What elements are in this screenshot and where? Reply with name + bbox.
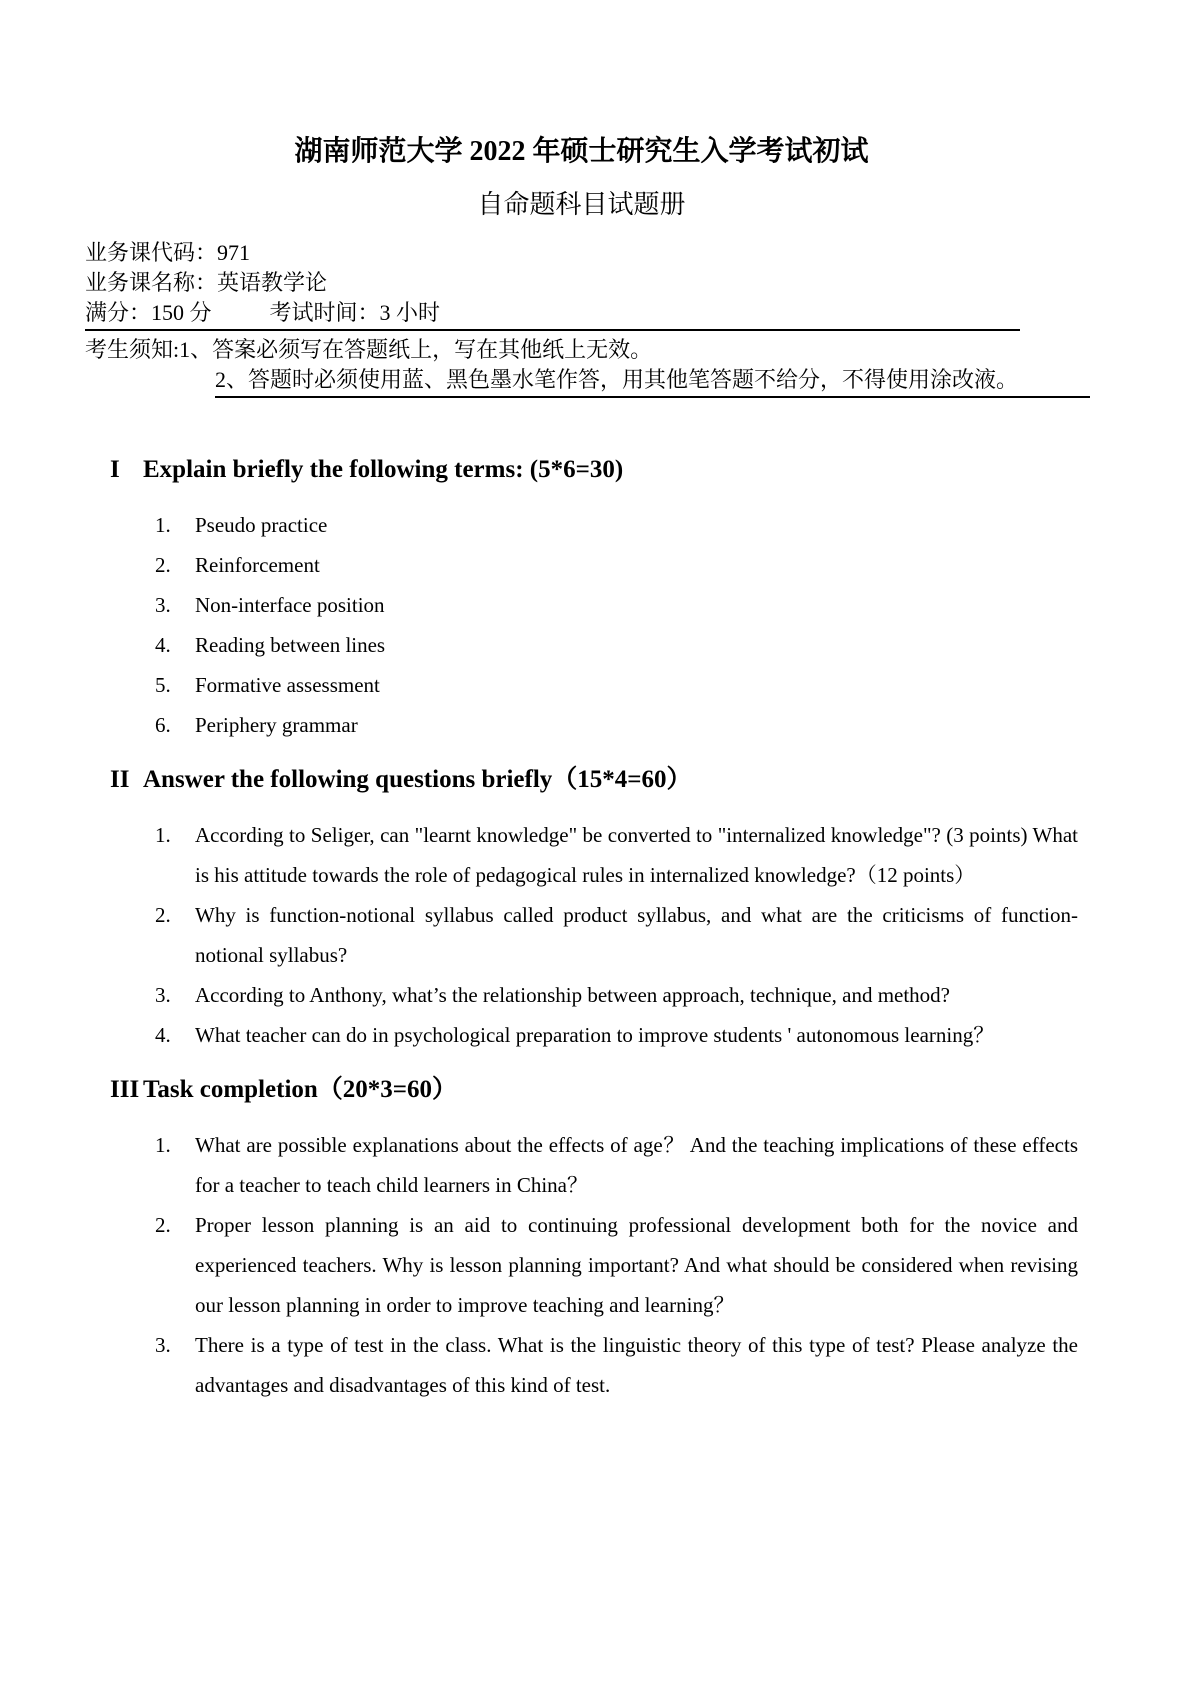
item-number: 4. bbox=[155, 633, 171, 657]
full-score-text: 满分：150 分 bbox=[85, 300, 212, 325]
section-number: II bbox=[110, 766, 130, 793]
question-item bbox=[85, 665, 1078, 705]
item-text: Why is function-notional syllabus called product syllabus, and what are the criticisms of function-notional syllabus? bbox=[195, 903, 1078, 967]
section-terms-heading bbox=[85, 450, 1078, 490]
item-text: There is a type of test in the class. What is the linguistic theory of this type of test? Please analyze the advantages and disadvantages of this kind of test. bbox=[195, 1333, 1078, 1397]
section-number: III bbox=[110, 1076, 140, 1103]
item-text: Pseudo practice bbox=[195, 513, 328, 537]
question-item bbox=[85, 1125, 1078, 1205]
item-number: 2. bbox=[155, 553, 171, 577]
question-item bbox=[85, 1325, 1078, 1405]
item-number: 6. bbox=[155, 713, 171, 737]
item-number: 2. bbox=[155, 903, 171, 927]
item-number: 2. bbox=[155, 1213, 171, 1237]
question-item bbox=[85, 975, 1078, 1015]
item-number: 4. bbox=[155, 1023, 171, 1047]
question-item bbox=[85, 895, 1078, 975]
course-name-line: 业务课名称：英语教学论 bbox=[85, 270, 328, 295]
notice-line-2-text: 2、答题时必须使用蓝、黑色墨水笔作答，用其他笔答题不给分，不得使用涂改液。 bbox=[215, 365, 1090, 398]
item-text: Reinforcement bbox=[195, 553, 320, 577]
item-text: What teacher can do in psychological preparation to improve students ' autonomous learning？ bbox=[195, 1023, 995, 1047]
section-title: Task completion（20*3=60） bbox=[143, 1076, 458, 1103]
item-text: Formative assessment bbox=[195, 673, 380, 697]
doc-title: 湖南师范大学 2022 年硕士研究生入学考试初试 bbox=[294, 136, 869, 167]
section-short-answer bbox=[85, 760, 1078, 1055]
exam-info-block bbox=[85, 238, 1078, 398]
section-task-completion-heading bbox=[85, 1070, 1078, 1110]
item-text: Non-interface position bbox=[195, 593, 385, 617]
question-item bbox=[85, 815, 1078, 895]
item-text: Periphery grammar bbox=[195, 713, 358, 737]
item-number: 3. bbox=[155, 983, 171, 1007]
question-item bbox=[85, 585, 1078, 625]
exam-time-text: 考试时间：3 小时 bbox=[269, 300, 441, 325]
notice-line-1: 考生须知:1、答案必须写在答题纸上，写在其他纸上无效。 bbox=[85, 337, 653, 362]
course-code-line: 业务课代码：971 bbox=[85, 240, 251, 265]
section-terms bbox=[85, 450, 1078, 745]
item-number: 1. bbox=[155, 823, 171, 847]
notice-line-2 bbox=[215, 365, 1078, 398]
question-item bbox=[85, 1205, 1078, 1325]
question-item bbox=[85, 705, 1078, 745]
doc-subtitle: 自命题科目试题册 bbox=[477, 190, 686, 219]
item-number: 1. bbox=[155, 513, 171, 537]
question-item bbox=[85, 625, 1078, 665]
section-title: Explain briefly the following terms: (5*6=30) bbox=[143, 456, 624, 483]
section-task-completion bbox=[85, 1070, 1078, 1405]
item-number: 3. bbox=[155, 1333, 171, 1357]
item-text: Proper lesson planning is an aid to continuing professional development both for the novice and experienced teachers. Why is lesson planning important? And what should be considered when revising our lesson planning in order to improve teaching and learning？ bbox=[195, 1213, 1078, 1317]
item-text: According to Anthony, what’s the relationship between approach, technique, and method? bbox=[195, 983, 951, 1007]
section-title: Answer the following questions briefly（15*4=60） bbox=[143, 766, 692, 793]
item-text: According to Seliger, can "learnt knowledge" be converted to "internalized knowledge"? (3 points) What is his attitude towards the role of pedagogical rules in internalized knowledge?（12 points） bbox=[195, 823, 1078, 887]
item-number: 5. bbox=[155, 673, 171, 697]
item-number: 3. bbox=[155, 593, 171, 617]
question-item bbox=[85, 545, 1078, 585]
score-time-line bbox=[85, 298, 1020, 331]
question-item bbox=[85, 1015, 1078, 1055]
section-number: I bbox=[110, 456, 120, 483]
question-item bbox=[85, 505, 1078, 545]
item-text: Reading between lines bbox=[195, 633, 386, 657]
item-number: 1. bbox=[155, 1133, 171, 1157]
item-text: What are possible explanations about the effects of age？ And the teaching implications of these effects for a teacher to teach child learners in China？ bbox=[195, 1133, 1078, 1197]
section-short-answer-heading bbox=[85, 760, 1078, 800]
